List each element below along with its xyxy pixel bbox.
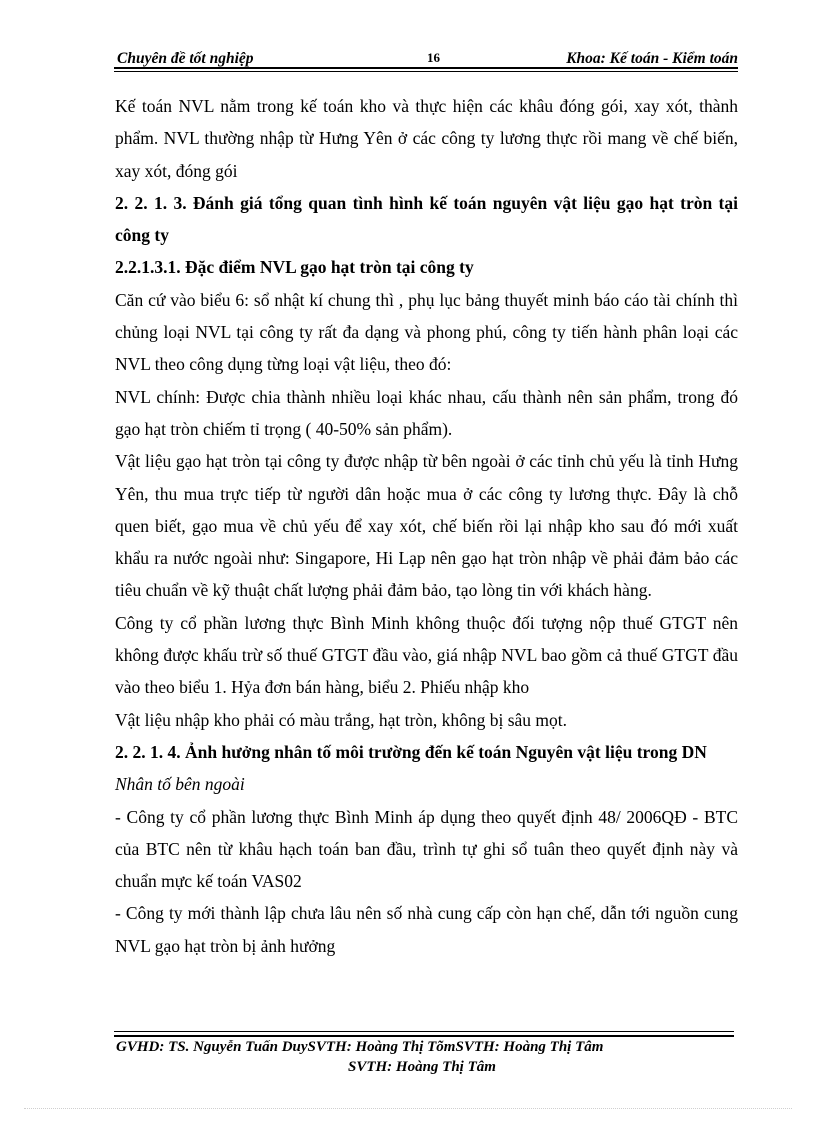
paragraph-quality: Vật liệu nhập kho phải có màu trắng, hạt tròn, không bị sâu mọt.: [115, 709, 567, 730]
subsection-heading-2-2-1-3-1: 2.2.1.3.1. Đặc điểm NVL gạo hạt tròn tại công ty: [115, 257, 474, 278]
footer-supervisor-line: GVHD: TS. Nguyễn Tuấn DuySVTH: Hoàng Thị TõmSVTH: Hoàng Thị Tâm: [116, 1039, 604, 1055]
section-heading-2-2-1-4: 2. 2. 1. 4. Ảnh hưởng nhân tố môi trường đến kế toán Nguyên vật liệu trong DN: [115, 741, 707, 762]
subheading-external-factors: Nhân tố bên ngoài: [115, 774, 245, 795]
footer-student-line: SVTH: Hoàng Thị Tâm: [348, 1059, 496, 1075]
section-heading-2-2-1-3: 2. 2. 1. 3. Đánh giá tổng quan tình hình kế toán nguyên vật liệu gạo hạt tròn tại công ty: [115, 192, 738, 246]
paragraph-intro: Kế toán NVL nằm trong kế toán kho và thực hiện các khâu đóng gói, xay xót, thành phẩm. NVL thường nhập từ Hưng Yên ở các công ty lương thực rồi mang về chế biến, xay xót, đóng gói: [115, 96, 738, 181]
paragraph-regulation: - Công ty cổ phần lương thực Bình Minh áp dụng theo quyết định 48/ 2006QĐ - BTC của BTC nên từ khâu hạch toán ban đầu, trình tự ghi sổ tuân theo quyết định này và chuẩn mực kế toán VAS02: [115, 806, 738, 892]
paragraph-main-material: NVL chính: Được chia thành nhiều loại khác nhau, cấu thành nên sản phẩm, trong đó gạo hạt tròn chiếm tỉ trọng ( 40-50% sản phẩm).: [115, 386, 738, 439]
page-footer: [114, 1037, 734, 1077]
paragraph-classification: Căn cứ vào biểu 6: sổ nhật kí chung thì , phụ lục bảng thuyết minh báo cáo tài chính thì chủng loại NVL tại công ty rất đa dạng và phong phú, công ty tiến hành phân loại các NVL theo công dụng từng loại vật liệu, theo đó:: [115, 289, 738, 375]
footer-rule-thin: [114, 1031, 734, 1032]
header-topic: Chuyên đề tốt nghiệp: [117, 50, 254, 67]
paragraph-vat: Công ty cổ phần lương thực Bình Minh không thuộc đối tượng nộp thuế GTGT nên không được khấu trừ số thuế GTGT đầu vào, giá nhập NVL bao gồm cả thuế GTGT đầu vào theo biểu 1. Hỷa đơn bán hàng, biểu 2. Phiếu nhập kho: [115, 612, 738, 698]
paragraph-suppliers: - Công ty mới thành lập chưa lâu nên số nhà cung cấp còn hạn chế, dẫn tới nguồn cung NVL gạo hạt tròn bị ảnh hưởng: [115, 903, 738, 956]
page-bottom-edge: [24, 1108, 792, 1109]
paragraph-sourcing: Vật liệu gạo hạt tròn tại công ty được nhập từ bên ngoài ở các tỉnh chủ yếu là tỉnh Hưng Yên, thu mua trực tiếp từ người dân hoặc mua ở các công ty lương thực. Đây là chỗ quen biết, gạo mua về chủ yếu để xay xót, chế biến rồi lại nhập kho sau đó mới xuất khẩu ra nước ngoài như: Singapore, Hi Lạp nên gạo hạt tròn nhập về phải đảm bảo các tiêu chuẩn về kỹ thuật chất lượng phải đảm bảo, tạo lòng tin với khách hàng.: [115, 451, 738, 601]
header-faculty: Khoa: Kế toán - Kiểm toán: [566, 50, 738, 67]
document-body: [115, 90, 738, 962]
header-rule-thin: [114, 71, 738, 72]
page-number: 16: [427, 50, 440, 65]
header-rule-thick: [114, 67, 738, 69]
